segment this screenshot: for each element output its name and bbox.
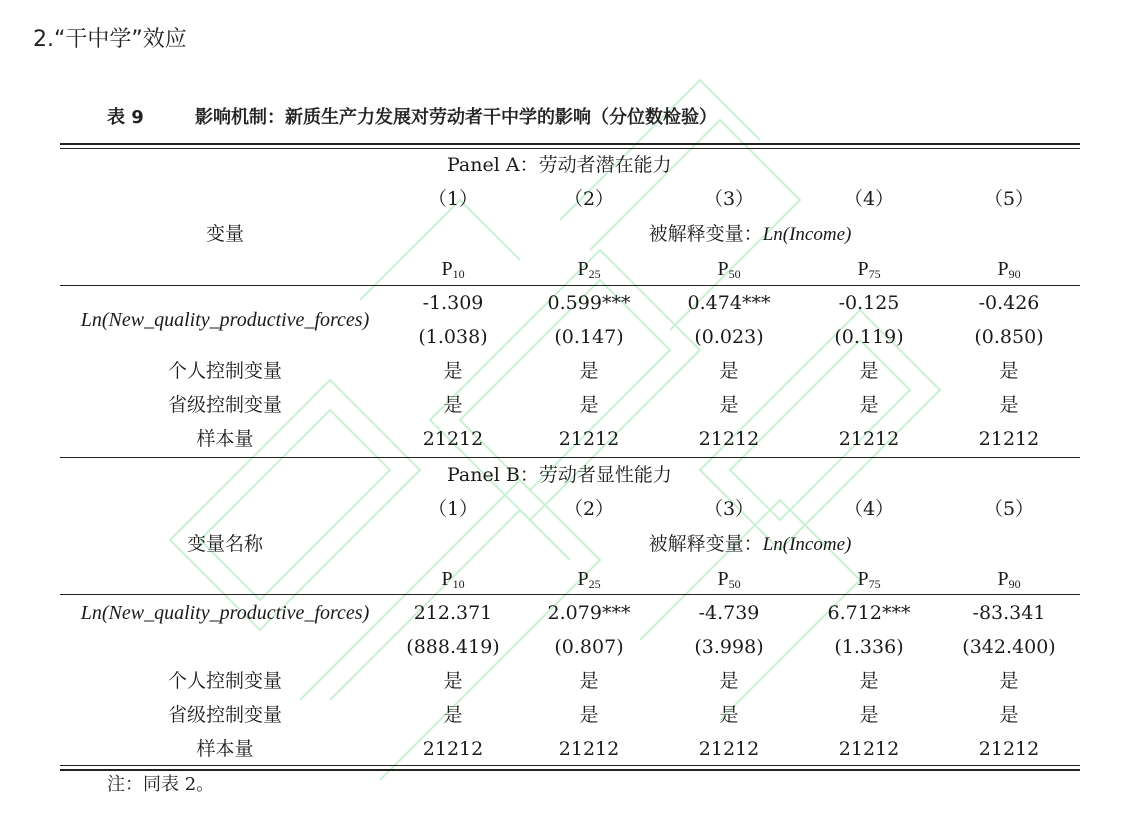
panel-a-col-2: （2） bbox=[563, 188, 615, 210]
panel-a-quantile-4: $P_{75}$ bbox=[857, 258, 881, 281]
panel-a-col-1: （1） bbox=[427, 188, 479, 210]
panel-b-col-5: （5） bbox=[983, 498, 1035, 520]
panel-a-quantile-3: $P_{50}$ bbox=[717, 258, 741, 281]
panel-a-coef-2: 0.599*** bbox=[547, 292, 631, 314]
panel-a-se-2: (0.147) bbox=[554, 326, 624, 348]
bottom-rule-inner bbox=[60, 765, 1080, 766]
panel-a-coef-1: -1.309 bbox=[422, 292, 484, 314]
depvar-name: Ln(Income) bbox=[762, 534, 852, 555]
panel-b-coef-1: 212.371 bbox=[413, 602, 493, 624]
panel-a-row-value: 是 bbox=[859, 360, 879, 382]
panel-a-col-5: （5） bbox=[983, 188, 1035, 210]
panel-b-col-3: （3） bbox=[703, 498, 755, 520]
panel-b-se-4: (1.336) bbox=[834, 636, 904, 658]
depvar-name: Ln(Income) bbox=[762, 224, 852, 245]
panel-b-se-2: (0.807) bbox=[554, 636, 624, 658]
panel-b-row-value: 21212 bbox=[698, 738, 760, 760]
panel-a-row-value: 是 bbox=[999, 394, 1019, 416]
panel-a-var-header: 变量 bbox=[205, 223, 244, 245]
panel-a-row-value: 是 bbox=[859, 394, 879, 416]
panel-b-row-label: 个人控制变量 bbox=[167, 670, 282, 692]
panel-a-coef-4: -0.125 bbox=[838, 292, 900, 314]
panel-b-row-value: 是 bbox=[719, 670, 739, 692]
table-title: 影响机制：新质生产力发展对劳动者干中学的影响（分位数检验） bbox=[195, 107, 717, 128]
panel-a-se-3: (0.023) bbox=[694, 326, 764, 348]
panel-b-se-5: (342.400) bbox=[962, 636, 1056, 658]
panel-a-quantile-5: $P_{90}$ bbox=[997, 258, 1021, 281]
panel-a-quantile-2: $P_{25}$ bbox=[577, 258, 601, 281]
panel-a-row-label: 样本量 bbox=[196, 428, 254, 450]
panel-a-row-value: 21212 bbox=[838, 428, 900, 450]
panel-b-row-value: 21212 bbox=[838, 738, 900, 760]
table-number: 表 9 bbox=[107, 107, 144, 128]
top-rule bbox=[60, 143, 1080, 145]
panel-b-row-value: 是 bbox=[719, 704, 739, 726]
panel-a-row-value: 是 bbox=[579, 360, 599, 382]
panel-a-quantile-1: $P_{10}$ bbox=[441, 258, 465, 281]
table-caption bbox=[107, 103, 717, 129]
panel-b-coef-2: 2.079*** bbox=[547, 602, 631, 624]
panel-b-title: Panel B：劳动者显性能力 bbox=[447, 464, 672, 486]
panel-a-row-value: 是 bbox=[443, 360, 463, 382]
panel-a-se-1: (1.038) bbox=[418, 326, 488, 348]
panel-b-quantile-4: $P_{75}$ bbox=[857, 568, 881, 591]
panel-b-row-value: 是 bbox=[443, 704, 463, 726]
panel-b-quantile-5: $P_{90}$ bbox=[997, 568, 1021, 591]
panel-a-row-value: 21212 bbox=[978, 428, 1040, 450]
panel-a-row-value: 是 bbox=[719, 360, 739, 382]
panel-b-row-value: 21212 bbox=[558, 738, 620, 760]
panel-a-col-3: （3） bbox=[703, 188, 755, 210]
panel-b-row-value: 是 bbox=[859, 670, 879, 692]
panel-a-depvar bbox=[560, 217, 940, 251]
panel-b-row-value: 是 bbox=[579, 704, 599, 726]
table-note: 注：同表 2。 bbox=[107, 774, 215, 795]
panel-a-row-value: 21212 bbox=[422, 428, 484, 450]
panel-b-coef-3: -4.739 bbox=[698, 602, 760, 624]
panel-b-row-value: 21212 bbox=[978, 738, 1040, 760]
panel-a-coef-5: -0.426 bbox=[978, 292, 1040, 314]
panel-b-row-label: 样本量 bbox=[196, 738, 254, 760]
panel-b-se-1: (888.419) bbox=[406, 636, 500, 658]
panel-a-se-5: (0.850) bbox=[974, 326, 1044, 348]
panel-b-col-2: （2） bbox=[563, 498, 615, 520]
panel-a-row-label: 个人控制变量 bbox=[167, 360, 282, 382]
depvar-label: 被解释变量： bbox=[648, 533, 763, 555]
section-heading: 2.“干中学”效应 bbox=[33, 27, 187, 52]
panel-b-quantile-3: $P_{50}$ bbox=[717, 568, 741, 591]
panel-b-row-value: 是 bbox=[999, 704, 1019, 726]
panel-b-header-rule bbox=[60, 594, 1080, 595]
panel-b-coef-4: 6.712*** bbox=[827, 602, 911, 624]
panel-a-row-value: 21212 bbox=[558, 428, 620, 450]
panel-a-row-value: 是 bbox=[579, 394, 599, 416]
panel-b-quantile-1: $P_{10}$ bbox=[441, 568, 465, 591]
panel-a-col-4: （4） bbox=[843, 188, 895, 210]
panel-b-depvar bbox=[560, 527, 940, 561]
panel-a-row-value: 是 bbox=[719, 394, 739, 416]
panel-a-coef-3: 0.474*** bbox=[687, 292, 771, 314]
panel-b-row-value: 是 bbox=[859, 704, 879, 726]
panel-b-quantile-2: $P_{25}$ bbox=[577, 568, 601, 591]
panel-a-variable: Ln(New_quality_productive_forces) bbox=[80, 309, 370, 331]
panel-a-row-value: 是 bbox=[443, 394, 463, 416]
panel-b-col-1: （1） bbox=[427, 498, 479, 520]
panel-a-title: Panel A：劳动者潜在能力 bbox=[447, 154, 672, 176]
panel-b-col-4: （4） bbox=[843, 498, 895, 520]
panel-a-row-label: 省级控制变量 bbox=[167, 394, 282, 416]
panel-b-row-value: 是 bbox=[579, 670, 599, 692]
panel-b-se-3: (3.998) bbox=[694, 636, 764, 658]
panel-a-se-4: (0.119) bbox=[834, 326, 904, 348]
panel-b-row-label: 省级控制变量 bbox=[167, 704, 282, 726]
panel-a-row-value: 是 bbox=[999, 360, 1019, 382]
panel-b-var-header: 变量名称 bbox=[186, 533, 263, 555]
panel-b-variable: Ln(New_quality_productive_forces) bbox=[80, 602, 370, 624]
depvar-label: 被解释变量： bbox=[648, 223, 763, 245]
panel-a-row-value: 21212 bbox=[698, 428, 760, 450]
panel-b-row-value: 是 bbox=[999, 670, 1019, 692]
panel-b-coef-5: -83.341 bbox=[972, 602, 1046, 624]
panel-b-row-value: 21212 bbox=[422, 738, 484, 760]
panel-b-row-value: 是 bbox=[443, 670, 463, 692]
